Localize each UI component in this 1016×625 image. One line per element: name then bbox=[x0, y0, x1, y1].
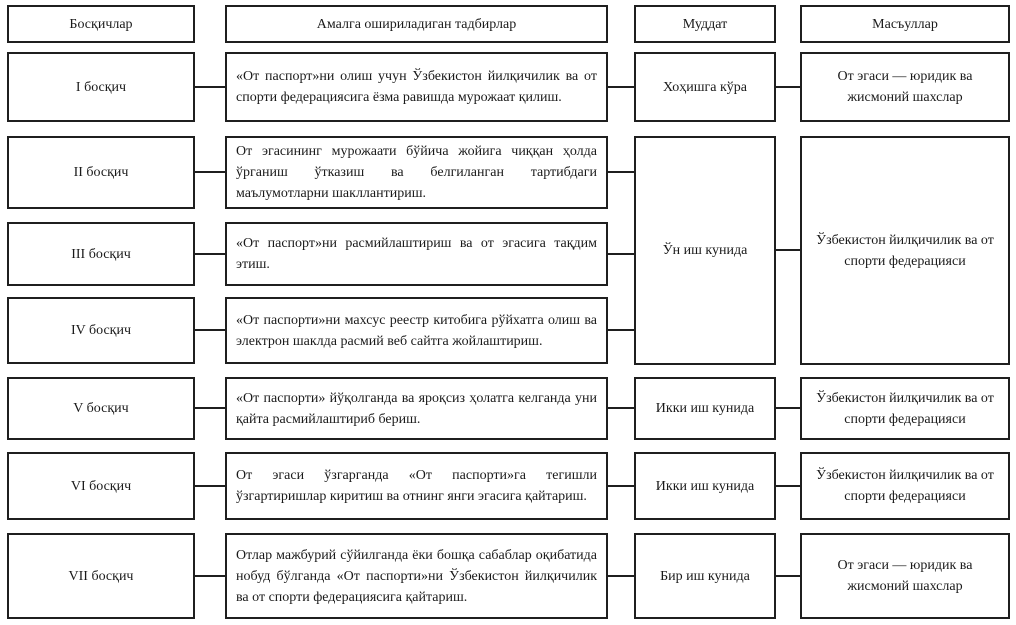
connector-row4-activity-term bbox=[608, 329, 634, 331]
stage-box-4: IV босқич bbox=[7, 297, 195, 364]
stage-box-3: III босқич bbox=[7, 222, 195, 286]
activity-text-1: «От паспорт»ни олиш учун Ўзбекистон йилқичилик ва от спорти федерациясига ёзма равишда мурожаат қилиш. bbox=[236, 69, 597, 105]
term-box-merged-2-4: Ўн иш кунида bbox=[634, 136, 776, 365]
activity-box-5 bbox=[225, 377, 608, 440]
connector-row4-stage-activity bbox=[195, 329, 225, 331]
activity-box-3 bbox=[225, 222, 608, 286]
header-stages: Босқичлар bbox=[7, 5, 195, 43]
connector-row7-term-responsible bbox=[776, 575, 800, 577]
stage-box-1: I босқич bbox=[7, 52, 195, 122]
activity-box-2 bbox=[225, 136, 608, 209]
term-box-6: Икки иш кунида bbox=[634, 452, 776, 520]
responsible-box-1: От эгаси — юридик ва жисмоний шахслар bbox=[800, 52, 1010, 122]
connector-row2-stage-activity bbox=[195, 171, 225, 173]
header-activities: Амалга ошириладиган тадбирлар bbox=[225, 5, 608, 43]
connector-row5-term-responsible bbox=[776, 407, 800, 409]
responsible-box-6: Ўзбекистон йилқичилик ва от спорти федерацияси bbox=[800, 452, 1010, 520]
header-term: Муддат bbox=[634, 5, 776, 43]
term-box-7: Бир иш кунида bbox=[634, 533, 776, 619]
connector-row6-stage-activity bbox=[195, 485, 225, 487]
term-box-5: Икки иш кунида bbox=[634, 377, 776, 440]
stage-box-7: VII босқич bbox=[7, 533, 195, 619]
activity-box-4 bbox=[225, 297, 608, 364]
connector-row5-activity-term bbox=[608, 407, 634, 409]
connector-row5-stage-activity bbox=[195, 407, 225, 409]
connector-row1-activity-term bbox=[608, 86, 634, 88]
responsible-box-merged-2-4: Ўзбекистон йилқичилик ва от спорти федерацияси bbox=[800, 136, 1010, 365]
activity-text-6: От эгаси ўзгарганда «От паспорти»га тегишли ўзгартиришлар киритиш ва отнинг янги эгасига қайтариш. bbox=[236, 468, 597, 504]
connector-row1-term-responsible bbox=[776, 86, 800, 88]
header-responsible: Масъуллар bbox=[800, 5, 1010, 43]
connector-row7-activity-term bbox=[608, 575, 634, 577]
responsible-box-7: От эгаси — юридик ва жисмоний шахслар bbox=[800, 533, 1010, 619]
activity-text-4: «От паспорти»ни махсус реестр китобига рўйхатга олиш ва электрон шаклда расмий веб сайтга жойлаштириш. bbox=[236, 312, 597, 349]
term-box-1: Хоҳишга кўра bbox=[634, 52, 776, 122]
connector-row6-activity-term bbox=[608, 485, 634, 487]
connector-row2-activity-term bbox=[608, 171, 634, 173]
activity-text-5: «От паспорти» йўқолганда ва яроқсиз ҳолатга келганда уни қайта расмийлаштириб бериш. bbox=[236, 390, 597, 427]
activity-box-1 bbox=[225, 52, 608, 122]
stage-box-6: VI босқич bbox=[7, 452, 195, 520]
activity-box-6 bbox=[225, 452, 608, 520]
activity-box-7 bbox=[225, 533, 608, 619]
stage-box-5: V босқич bbox=[7, 377, 195, 440]
responsible-box-5: Ўзбекистон йилқичилик ва от спорти федерацияси bbox=[800, 377, 1010, 440]
connector-row6-term-responsible bbox=[776, 485, 800, 487]
connector-merged-term-responsible bbox=[776, 249, 800, 251]
activity-text-2: От эгасининг мурожаати бўйича жойига чиққан ҳолда ўрганиш ўтказиш ва белгиланган тартибдаги маълумотларни шакллантириш. bbox=[236, 144, 597, 201]
activity-text-3: «От паспорт»ни расмийлаштириш ва от эгасига тақдим этиш. bbox=[236, 236, 597, 272]
connector-row1-stage-activity bbox=[195, 86, 225, 88]
connector-row3-stage-activity bbox=[195, 253, 225, 255]
connector-row3-activity-term bbox=[608, 253, 634, 255]
activity-text-7: Отлар мажбурий сўйилганда ёки бошқа сабаблар оқибатида нобуд бўлганда «От паспорти»ни Ўзбекистон йилқичилик ва от спорти федерациясига қайтариш. bbox=[236, 547, 597, 605]
stage-box-2: II босқич bbox=[7, 136, 195, 209]
connector-row7-stage-activity bbox=[195, 575, 225, 577]
